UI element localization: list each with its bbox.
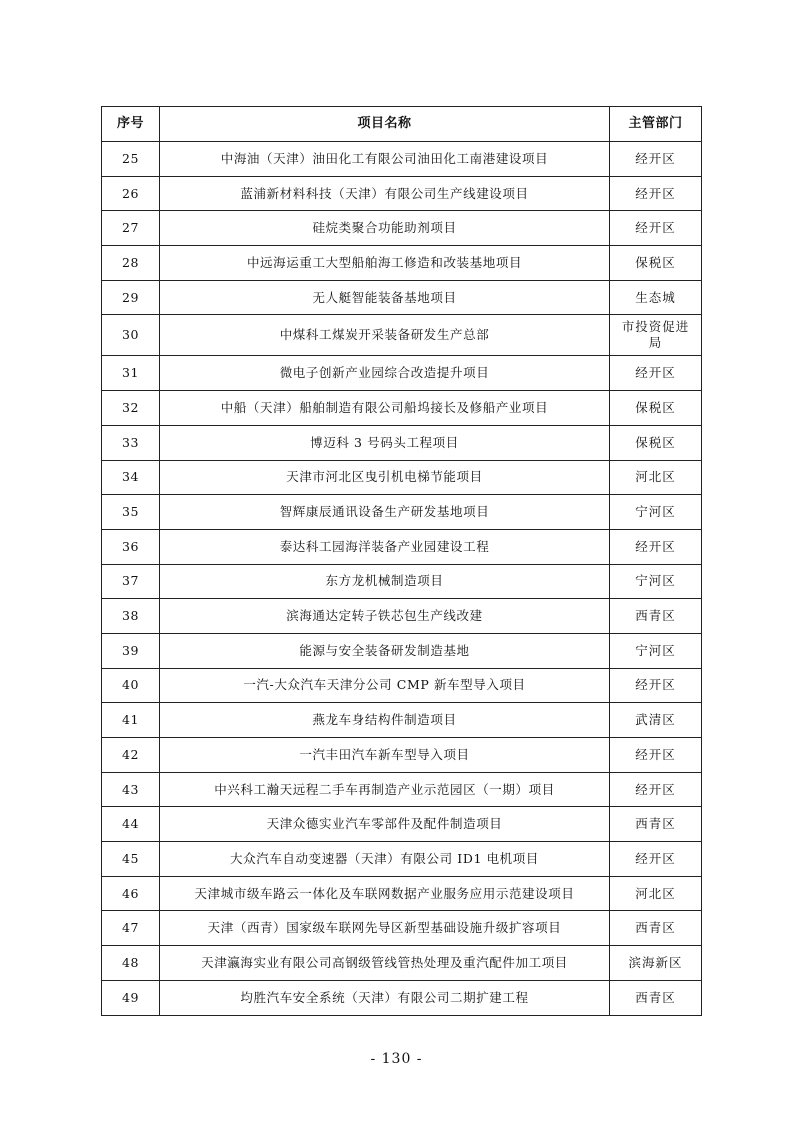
row-number: 41: [102, 703, 160, 738]
row-number: 40: [102, 668, 160, 703]
row-project-name: 能源与安全装备研发制造基地: [160, 633, 610, 668]
row-project-name: 中煤科工煤炭开采装备研发生产总部: [160, 315, 610, 356]
row-project-name: 蓝浦新材料科技（天津）有限公司生产线建设项目: [160, 176, 610, 211]
row-number: 30: [102, 315, 160, 356]
row-department: 西青区: [610, 807, 702, 842]
row-number: 42: [102, 738, 160, 773]
table-row: [102, 772, 702, 807]
row-number: 39: [102, 633, 160, 668]
row-number: 44: [102, 807, 160, 842]
table-row: [102, 599, 702, 634]
row-number: 34: [102, 460, 160, 495]
table-row: [102, 876, 702, 911]
row-project-name: 一汽-大众汽车天津分公司 CMP 新车型导入项目: [160, 668, 610, 703]
row-number: 31: [102, 356, 160, 391]
row-project-name: 滨海通达定转子铁芯包生产线改建: [160, 599, 610, 634]
row-department: 经开区: [610, 772, 702, 807]
row-department: 河北区: [610, 460, 702, 495]
row-department: 市投资促进局: [610, 315, 702, 356]
row-project-name: 天津市河北区曳引机电梯节能项目: [160, 460, 610, 495]
row-project-name: 泰达科工园海洋装备产业园建设工程: [160, 529, 610, 564]
table-row: [102, 946, 702, 981]
row-project-name: 燕龙车身结构件制造项目: [160, 703, 610, 738]
table-row: [102, 738, 702, 773]
row-number: 47: [102, 911, 160, 946]
row-number: 26: [102, 176, 160, 211]
row-number: 45: [102, 842, 160, 877]
header-project-name: 项目名称: [160, 107, 610, 142]
table-row: [102, 495, 702, 530]
table-row: [102, 280, 702, 315]
row-project-name: 中远海运重工大型船舶海工修造和改装基地项目: [160, 246, 610, 281]
table-row: [102, 460, 702, 495]
row-department: 西青区: [610, 911, 702, 946]
row-number: 36: [102, 529, 160, 564]
row-number: 25: [102, 142, 160, 177]
row-project-name: 中兴科工瀚天远程二手车再制造产业示范园区（一期）项目: [160, 772, 610, 807]
row-number: 27: [102, 211, 160, 246]
table-row: [102, 703, 702, 738]
row-number: 48: [102, 946, 160, 981]
table-row: [102, 668, 702, 703]
row-number: 46: [102, 876, 160, 911]
row-number: 33: [102, 425, 160, 460]
row-department: 保税区: [610, 425, 702, 460]
row-department: 西青区: [610, 980, 702, 1015]
row-department: 经开区: [610, 738, 702, 773]
table-row: [102, 356, 702, 391]
table-row: [102, 529, 702, 564]
page-number: - 130 -: [370, 1051, 423, 1067]
row-number: 37: [102, 564, 160, 599]
table-row: [102, 633, 702, 668]
table-row: [102, 246, 702, 281]
row-department: 宁河区: [610, 633, 702, 668]
row-department: 经开区: [610, 842, 702, 877]
row-department: 经开区: [610, 211, 702, 246]
row-project-name: 智辉康辰通讯设备生产研发基地项目: [160, 495, 610, 530]
row-project-name: 一汽丰田汽车新车型导入项目: [160, 738, 610, 773]
table-row: [102, 142, 702, 177]
row-project-name: 大众汽车自动变速器（天津）有限公司 ID1 电机项目: [160, 842, 610, 877]
table-row: [102, 425, 702, 460]
row-project-name: 天津瀛海实业有限公司高钢级管线管热处理及重汽配件加工项目: [160, 946, 610, 981]
row-department: 经开区: [610, 356, 702, 391]
row-project-name: 东方龙机械制造项目: [160, 564, 610, 599]
row-department: 经开区: [610, 142, 702, 177]
table-header-row: [102, 107, 702, 142]
row-project-name: 天津（西青）国家级车联网先导区新型基础设施升级扩容项目: [160, 911, 610, 946]
row-number: 43: [102, 772, 160, 807]
row-project-name: 硅烷类聚合功能助剂项目: [160, 211, 610, 246]
row-number: 28: [102, 246, 160, 281]
table-row: [102, 315, 702, 356]
row-project-name: 微电子创新产业园综合改造提升项目: [160, 356, 610, 391]
row-project-name: 中船（天津）船舶制造有限公司船坞接长及修船产业项目: [160, 391, 610, 426]
row-department: 河北区: [610, 876, 702, 911]
table-row: [102, 391, 702, 426]
table-row: [102, 176, 702, 211]
row-number: 38: [102, 599, 160, 634]
row-project-name: 博迈科 3 号码头工程项目: [160, 425, 610, 460]
header-department: 主管部门: [610, 107, 702, 142]
row-number: 29: [102, 280, 160, 315]
row-department: 宁河区: [610, 564, 702, 599]
row-project-name: 无人艇智能装备基地项目: [160, 280, 610, 315]
row-department: 保税区: [610, 391, 702, 426]
table-row: [102, 911, 702, 946]
row-number: 49: [102, 980, 160, 1015]
table-row: [102, 842, 702, 877]
header-no: 序号: [102, 107, 160, 142]
row-department: 保税区: [610, 246, 702, 281]
row-number: 32: [102, 391, 160, 426]
table-row: [102, 211, 702, 246]
row-department: 西青区: [610, 599, 702, 634]
table-row: [102, 980, 702, 1015]
table-row: [102, 564, 702, 599]
project-table: [101, 106, 702, 1016]
row-department: 生态城: [610, 280, 702, 315]
row-project-name: 中海油（天津）油田化工有限公司油田化工南港建设项目: [160, 142, 610, 177]
row-number: 35: [102, 495, 160, 530]
row-project-name: 天津城市级车路云一体化及车联网数据产业服务应用示范建设项目: [160, 876, 610, 911]
row-project-name: 均胜汽车安全系统（天津）有限公司二期扩建工程: [160, 980, 610, 1015]
table-row: [102, 807, 702, 842]
row-project-name: 天津众德实业汽车零部件及配件制造项目: [160, 807, 610, 842]
row-department: 经开区: [610, 529, 702, 564]
row-department: 经开区: [610, 668, 702, 703]
row-department: 经开区: [610, 176, 702, 211]
row-department: 宁河区: [610, 495, 702, 530]
row-department: 滨海新区: [610, 946, 702, 981]
row-department: 武清区: [610, 703, 702, 738]
